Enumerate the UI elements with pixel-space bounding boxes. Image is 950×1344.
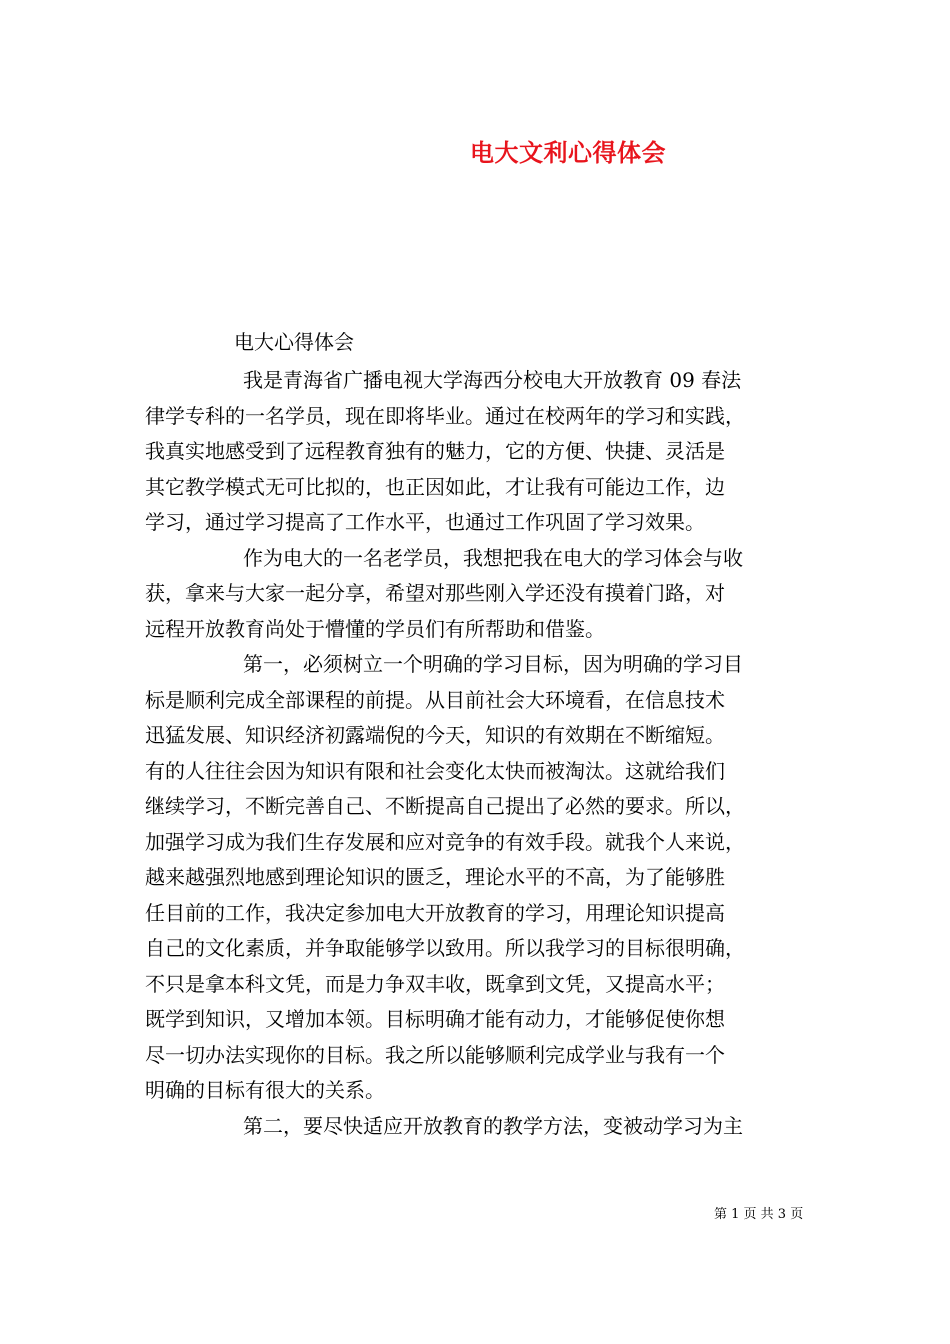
body-line: 第一，必须树立一个明确的学习目标，因为明确的学习目: [243, 652, 743, 676]
document-title: 电大文利心得体会: [470, 138, 666, 167]
body-line: 自己的文化素质，并争取能够学以致用。所以我学习的目标很明确，: [145, 936, 745, 960]
body-line: 我是青海省广播电视大学海西分校电大开放教育 09 春法: [243, 368, 742, 392]
body-line: 学习，通过学习提高了工作水平，也通过工作巩固了学习效果。: [145, 510, 705, 534]
body-line: 其它教学模式无可比拟的，也正因如此，才让我有可能边工作，边: [145, 474, 725, 499]
body-line: 作为电大的一名老学员，我想把我在电大的学习体会与收: [243, 545, 743, 570]
body-line: 加强学习成为我们生存发展和应对竞争的有效手段。就我个人来说，: [145, 829, 745, 854]
body-text: [145, 363, 805, 1144]
body-line: 任目前的工作，我决定参加电大开放教育的学习，用理论知识提高: [145, 900, 725, 925]
body-line: 标是顺利完成全部课程的前提。从目前社会大环境看，在信息技术: [145, 687, 725, 712]
body-line: 越来越强烈地感到理论知识的匮乏，理论水平的不高，为了能够胜: [145, 865, 725, 889]
body-line: 远程开放教育尚处于懵懂的学员们有所帮助和借鉴。: [145, 616, 605, 641]
subheading: 电大心得体会: [234, 330, 354, 354]
body-line: 获，拿来与大家一起分享，希望对那些刚入学还没有摸着门路，对: [145, 581, 725, 605]
body-line: 明确的目标有很大的关系。: [145, 1078, 385, 1102]
body-line: 律学专科的一名学员，现在即将毕业。通过在校两年的学习和实践，: [145, 403, 745, 428]
body-line: 有的人往往会因为知识有限和社会变化太快而被淘汰。这就给我们: [145, 758, 725, 783]
body-line: 第二，要尽快适应开放教育的教学方法，变被动学习为主: [243, 1113, 743, 1138]
body-line: 不只是拿本科文凭，而是力争双丰收，既拿到文凭，又提高水平；: [145, 971, 725, 996]
body-line: 我真实地感受到了远程教育独有的魅力，它的方便、快捷、灵活是: [145, 439, 725, 463]
body-line: 既学到知识，又增加本领。目标明确才能有动力，才能够促使你想: [145, 1007, 725, 1031]
body-line: 迅猛发展、知识经济初露端倪的今天，知识的有效期在不断缩短。: [145, 723, 725, 747]
page-footer: 第 1 页 共 3 页: [714, 1207, 804, 1222]
body-line: 继续学习，不断完善自己、不断提高自己提出了必然的要求。所以，: [145, 794, 745, 818]
body-line: 尽一切办法实现你的目标。我之所以能够顺利完成学业与我有一个: [145, 1042, 725, 1067]
